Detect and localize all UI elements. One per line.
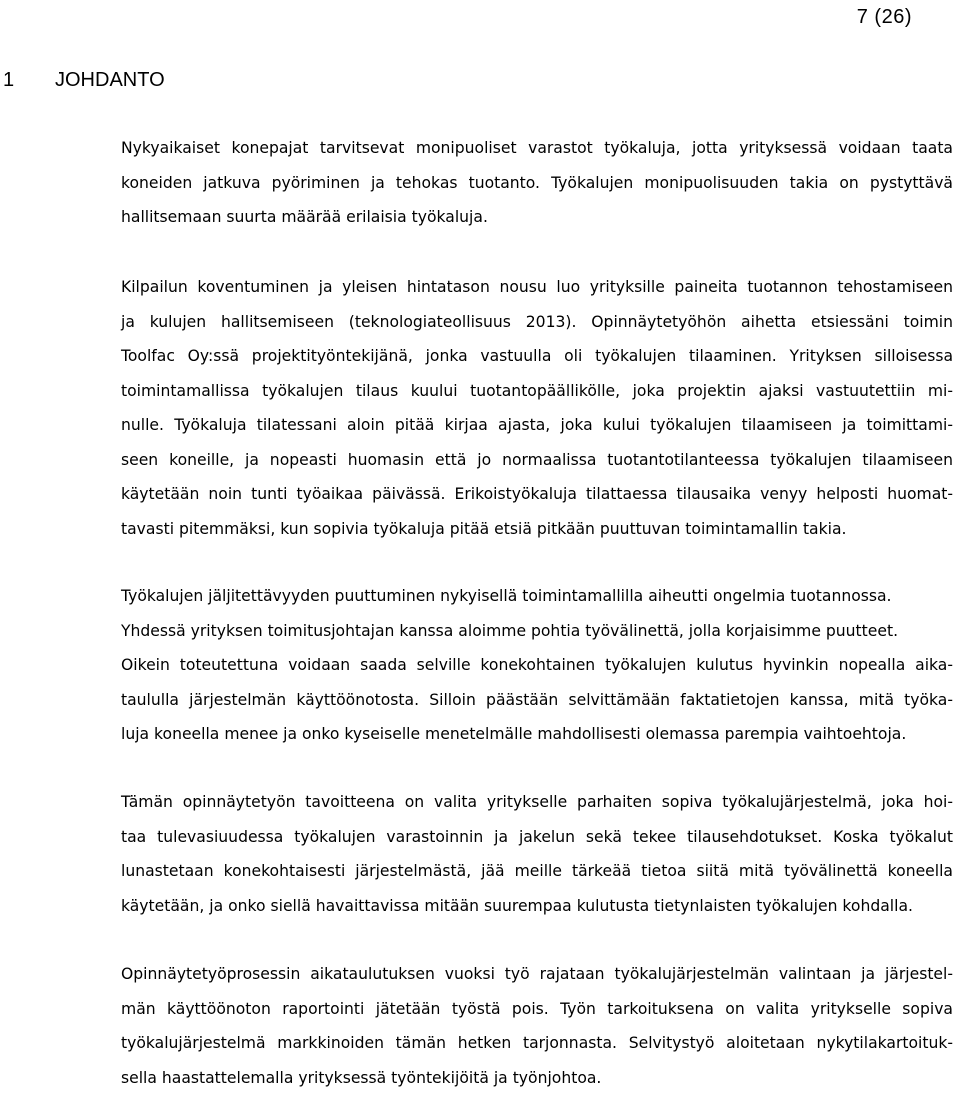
text-line: Kilpailun koventuminen ja yleisen hintatason nousu luo yrityksille paineita tuotannon tehostamiseen (121, 270, 953, 305)
paragraph (121, 579, 953, 752)
chapter-title: JOHDANTO (55, 65, 165, 95)
chapter-heading (0, 65, 165, 95)
text-line: Nykyaikaiset konepajat tarvitsevat monipuoliset varastot työkaluja, jotta yrityksessä voidaan taata (121, 131, 953, 166)
text-line: sella haastattelemalla yrityksessä työntekijöitä ja työnjohtoa. (121, 1061, 953, 1095)
page-number: 7 (26) (857, 2, 912, 32)
text-line: koneiden jatkuva pyöriminen ja tehokas tuotanto. Työkalujen monipuolisuuden takia on pystyttävä (121, 166, 953, 201)
paragraph (121, 785, 953, 923)
text-line: työkalujärjestelmä markkinoiden tämän hetken tarjonnasta. Selvitystyö aloitetaan nykytilakartoituk- (121, 1026, 953, 1061)
text-line: taa tulevasiuudessa työkalujen varastoinnin ja jakelun sekä tekee tilausehdotukset. Koska työkalut (121, 820, 953, 855)
text-line: tavasti pitemmäksi, kun sopivia työkaluja pitää etsiä pitkään puuttuvan toimintamallin takia. (121, 512, 953, 547)
text-line: ja kulujen hallitsemiseen (teknologiateollisuus 2013). Opinnäytetyöhön aihetta etsiessäni toimin (121, 305, 953, 340)
text-line: toimintamallissa työkalujen tilaus kuului tuotantopäällikölle, joka projektin ajaksi vastuutettiin mi- (121, 374, 953, 409)
text-line: luja koneella menee ja onko kyseiselle menetelmälle mahdollisesti olemassa parempia vaihtoehtoja. (121, 717, 953, 752)
text-line: Tämän opinnäytetyön tavoitteena on valita yritykselle parhaiten sopiva työkalujärjestelmä, joka hoi- (121, 785, 953, 820)
text-line: Työkalujen jäljitettävyyden puuttuminen nykyisellä toimintamallilla aiheutti ongelmia tuotannossa. (121, 579, 953, 614)
text-line: Opinnäytetyöprosessin aikataulutuksen vuoksi työ rajataan työkalujärjestelmän valintaan ja järjestel- (121, 957, 953, 992)
text-line: nulle. Työkaluja tilatessani aloin pitää kirjaa ajasta, joka kului työkalujen tilaamiseen ja toimittami- (121, 408, 953, 443)
text-line: käytetään noin tunti työaikaa päivässä. Erikoistyökaluja tilattaessa tilausaika venyy helposti huomat- (121, 477, 953, 512)
text-line: taululla järjestelmän käyttöönotosta. Silloin päästään selvittämään faktatietojen kanssa, mitä työka- (121, 683, 953, 718)
text-line: män käyttöönoton raportointi jätetään työstä pois. Työn tarkoituksena on valita yritykselle sopiva (121, 992, 953, 1027)
paragraph (121, 957, 953, 1095)
chapter-number: 1 (0, 65, 55, 95)
text-line: hallitsemaan suurta määrää erilaisia työkaluja. (121, 200, 953, 235)
text-line: Toolfac Oy:ssä projektityöntekijänä, jonka vastuulla oli työkalujen tilaaminen. Yrityksen silloisessa (121, 339, 953, 374)
text-line: seen koneille, ja nopeasti huomasin että jo normaalissa tuotantotilanteessa työkalujen tilaamiseen (121, 443, 953, 478)
paragraph (121, 270, 953, 546)
text-line: käytetään, ja onko siellä havaittavissa mitään suurempaa kulutusta tietynlaisten työkalujen kohdalla. (121, 889, 953, 924)
paragraph (121, 131, 953, 235)
text-line: Oikein toteutettuna voidaan saada selville konekohtainen työkalujen kulutus hyvinkin nopealla aika- (121, 648, 953, 683)
text-line: lunastetaan konekohtaisesti järjestelmästä, jää meille tärkeää tietoa siitä mitä työvälinettä koneella (121, 854, 953, 889)
text-line: Yhdessä yrityksen toimitusjohtajan kanssa aloimme pohtia työvälinettä, jolla korjaisimme puutteet. (121, 614, 953, 649)
